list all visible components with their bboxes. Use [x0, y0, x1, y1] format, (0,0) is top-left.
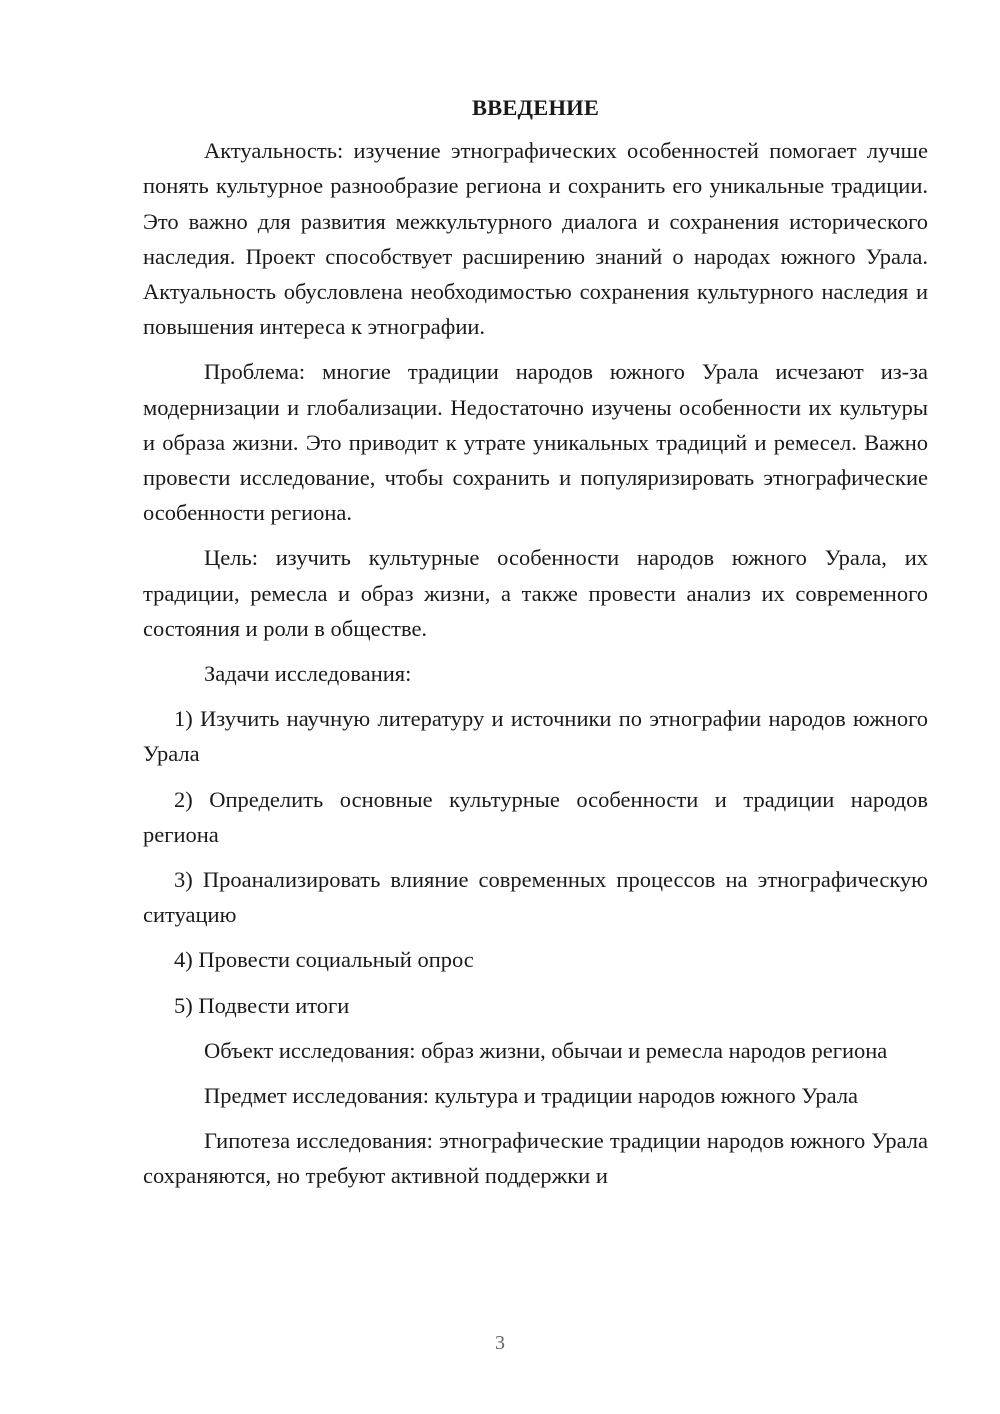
section-title: ВВЕДЕНИЕ: [471, 95, 600, 120]
task-item-5: 5) Подвести итоги: [174, 992, 350, 1018]
document-page: [143, 90, 928, 1204]
hypothesis-paragraph: Гипотеза исследования: этнографические традиции народов южного Урала сохраняются, но требуют активной поддержки и: [143, 1128, 928, 1189]
tasks-heading: Задачи исследования:: [204, 661, 412, 687]
relevance-paragraph: Актуальность: изучение этнографических особенностей помогает лучше понять культурное разнообразие региона и сохранить его уникальные традиции. Это важно для развития межкультурного диалога и сохранения исторического наследия. Проект способствует расширению знаний о народах южного Урала. Актуальность обусловлена необходимостью сохранения культурного наследия и повышения интереса к этнографии.: [143, 138, 928, 340]
problem-paragraph: Проблема: многие традиции народов южного Урала исчезают из-за модернизации и глобализации. Недостаточно изучены особенности их культуры и образа жизни. Это приводит к утрате уникальных традиций и ремесел. Важно провести исследование, чтобы сохранить и популяризировать этнографические особенности региона.: [143, 359, 928, 526]
page-number: 3: [495, 1332, 505, 1354]
task-item-2: 2) Определить основные культурные особенности и традиции народов региона: [143, 786, 928, 847]
object-paragraph: Объект исследования: образ жизни, обычаи и ремесла народов региона: [204, 1037, 888, 1063]
goal-paragraph: Цель: изучить культурные особенности народов южного Урала, их традиции, ремесла и образ жизни, а также провести анализ их современного состояния и роли в обществе.: [143, 545, 928, 641]
task-item-1: 1) Изучить научную литературу и источники по этнографии народов южного Урала: [143, 706, 928, 767]
task-item-3: 3) Проанализировать влияние современных процессов на этнографическую ситуацию: [143, 867, 928, 928]
task-item-4: 4) Провести социальный опрос: [174, 947, 474, 973]
subject-paragraph: Предмет исследования: культура и традиции народов южного Урала: [204, 1083, 859, 1109]
